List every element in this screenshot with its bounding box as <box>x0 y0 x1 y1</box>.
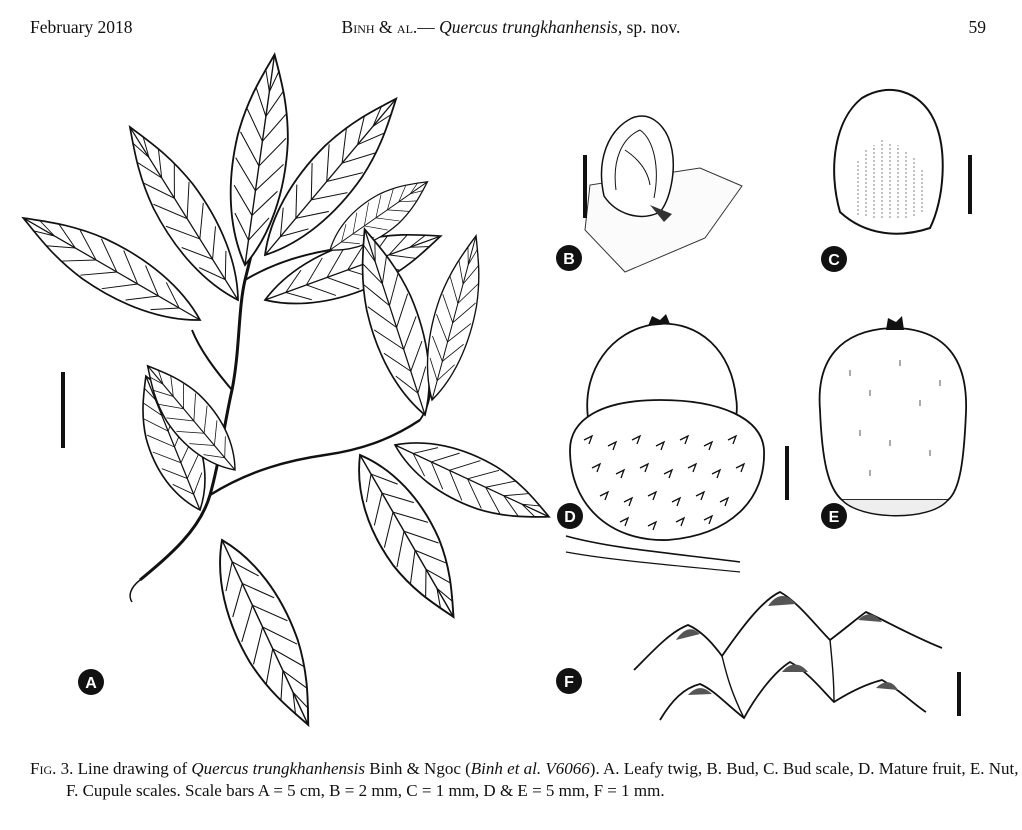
svg-text:E: E <box>828 509 840 526</box>
caption-species: Quercus trungkhanhensis <box>191 759 366 778</box>
header-date: February 2018 <box>30 17 133 37</box>
figure-caption <box>30 758 1022 802</box>
caption-rest: ). A. Leafy twig, B. Bud, C. Bud scale, D. Mature fruit, E. Nut, F. Cupule scales. Scale bars A = 5 cm, B = 2 mm, C = 1 mm, D & E = 5 mm, F = 1 mm. <box>66 759 1019 800</box>
panel-d-mature-fruit <box>557 314 787 572</box>
panel-f-cupule-scales <box>556 592 959 720</box>
panel-a-leafy-twig <box>11 51 559 737</box>
svg-text:F: F <box>564 674 574 691</box>
panel-label-f <box>556 668 582 694</box>
panel-label-c <box>821 246 847 272</box>
figure-plate <box>0 45 1022 750</box>
caption-authority: Binh & Ngoc ( <box>369 759 471 778</box>
panel-label-b <box>556 245 582 271</box>
svg-text:C: C <box>828 252 840 269</box>
header-separator: — <box>417 17 435 37</box>
header-status: sp. nov. <box>626 17 681 37</box>
caption-lead: Line drawing of <box>77 759 188 778</box>
caption-fig-label: Fig. 3. <box>30 759 74 778</box>
header-authors: Binh & al. <box>341 17 418 37</box>
panel-e-nut <box>820 316 967 529</box>
panel-c-bud-scale <box>821 90 970 272</box>
panel-label-d <box>557 503 583 529</box>
caption-voucher: Binh et al. V6066 <box>470 759 590 778</box>
svg-text:A: A <box>85 675 97 692</box>
panel-b-bud <box>556 116 742 272</box>
panel-label-a <box>78 669 104 695</box>
running-head <box>0 17 1022 41</box>
panel-label-e <box>821 503 847 529</box>
page-number: 59 <box>968 17 986 37</box>
svg-text:D: D <box>564 509 576 526</box>
svg-text:B: B <box>563 251 575 268</box>
leaf <box>197 528 333 736</box>
header-title <box>0 17 1022 38</box>
header-species: Quercus trungkhanhensis, <box>439 17 623 37</box>
